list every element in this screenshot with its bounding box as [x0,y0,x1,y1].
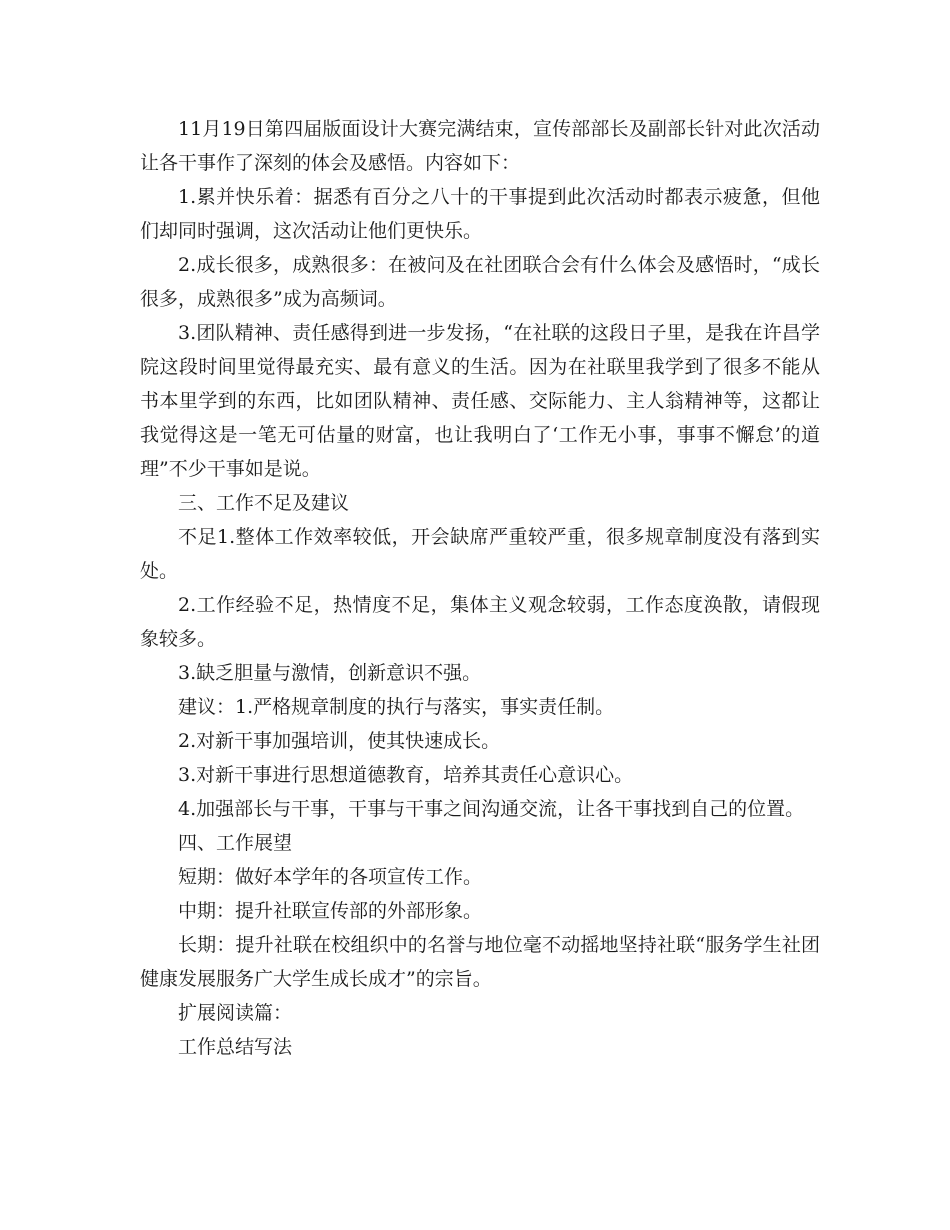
paragraph-shortcoming-1: 不足1.整体工作效率较低，开会缺席严重较严重，很多规章制度没有落到实处。 [140,526,820,582]
paragraph-point-3: 3.团队精神、责任感得到进一步发扬，“在社联的这段日子里，是我在许昌学院这段时间里觉得最充实、最有意义的生活。因为在社联里我学到了很多不能从书本里学到的东西，比如团队精神、责任感、交际能力、主人翁精神等，这都让我觉得这是一笔无可估量的财富，也让我明白了‘工作无小事，事事不懈怠’的道理”不少干事如是说。 [140,322,820,480]
section-heading-outlook: 四、工作展望 [178,832,293,854]
paragraph-summary-method: 工作总结写法 [178,1036,293,1058]
paragraph-point-1: 1.累并快乐着：据悉有百分之八十的干事提到此次活动时都表示疲惫，但他们却同时强调，这次活动让他们更快乐。 [140,186,820,242]
paragraph-shortcoming-3: 3.缺乏胆量与激情，创新意识不强。 [178,662,482,684]
paragraph-long-term: 长期：提升社联在校组织中的名誉与地位毫不动摇地坚持社联“服务学生社团健康发展服务广大学生成长成才”的宗旨。 [140,934,820,990]
paragraph-extended-reading: 扩展阅读篇： [178,1002,293,1024]
document-body [140,112,820,1064]
paragraph-suggestion-1: 建议：1.严格规章制度的执行与落实，事实责任制。 [178,696,615,718]
paragraph-short-term: 短期：做好本学年的各项宣传工作。 [178,866,483,888]
paragraph-intro: 11月19日第四届版面设计大赛完满结束，宣传部部长及副部长针对此次活动让各干事作了深刻的体会及感悟。内容如下： [140,118,820,174]
paragraph-point-2: 2.成长很多，成熟很多：在被问及在社团联合会有什么体会及感悟时，“成长很多，成熟很多”成为高频词。 [140,254,820,310]
paragraph-suggestion-2: 2.对新干事加强培训，使其快速成长。 [178,730,501,752]
paragraph-suggestion-3: 3.对新干事进行思想道德教育，培养其责任心意识心。 [178,764,634,786]
section-heading-shortcomings: 三、工作不足及建议 [178,492,350,514]
paragraph-mid-term: 中期：提升社联宣传部的外部形象。 [178,900,483,922]
paragraph-suggestion-4: 4.加强部长与干事，干事与干事之间沟通交流，让各干事找到自己的位置。 [178,798,805,820]
paragraph-shortcoming-2: 2.工作经验不足，热情度不足，集体主义观念较弱，工作态度涣散，请假现象较多。 [140,594,820,650]
